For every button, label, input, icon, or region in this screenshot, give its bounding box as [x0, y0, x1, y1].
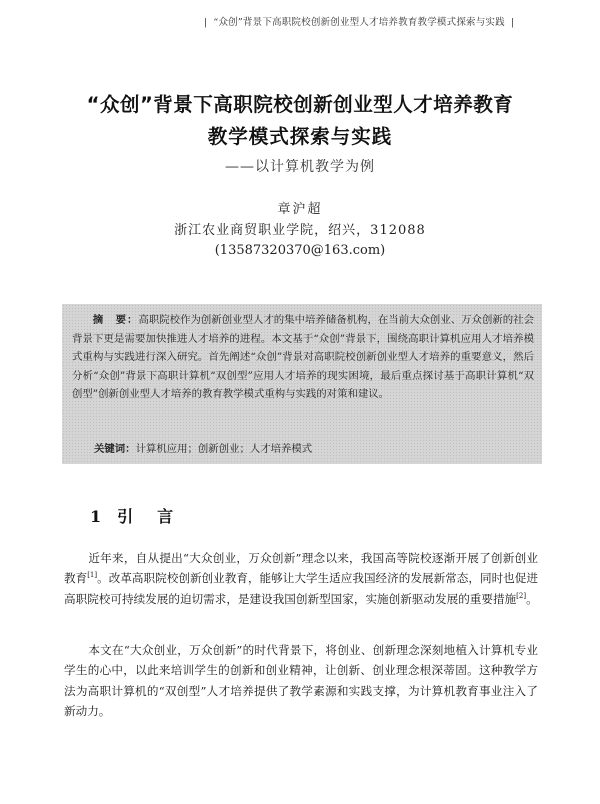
body-paragraph-1: [64, 548, 538, 609]
keywords: [94, 440, 312, 455]
paper-title-line-1: “众创”背景下高职院校创新创业型人才培养教育: [86, 93, 514, 116]
section-number: 1: [90, 507, 104, 526]
paragraph-1-text-c: 。: [526, 591, 538, 606]
author-name: 章沪超: [277, 202, 323, 217]
section-title-part-1: 引: [117, 507, 136, 526]
abstract-text: 高职院校作为创新创业型人才的集中培养储备机构，在当前大众创业、万众创新的社会背景下更是需要加快推进人才培养的进程。本文基于“众创”背景下，围绕高职计算机应用人才培养模式重构与实践进行深入研究。首先阐述“众创”背景对高职院校创新创业型人才培养的重要意义，然后分析“众创”背景下高职计算机“双创型”应用人才培养的现实困境，最后重点探讨基于高职计算机“双创型”创新创业型人才培养的教育教学模式重构与实践的对策和建议。: [72, 314, 534, 401]
section-heading-introduction: [90, 504, 175, 527]
running-header-text: “众创”背景下高职院校创新创业型人才培养教育教学模式探索与实践: [213, 17, 505, 28]
keywords-text: 计算机应用；创新创业；人才培养模式: [135, 443, 313, 455]
author-affiliation: 浙江农业商贸职业学院，绍兴，312088: [174, 223, 426, 238]
citation-ref-2: [2]: [516, 591, 527, 600]
paper-title-line-2: 教学模式探索与实践: [207, 125, 393, 148]
header-bar-left: |: [204, 17, 208, 28]
keywords-label: 关键词：: [94, 443, 136, 455]
running-header: [198, 14, 538, 28]
paper-subtitle: ——以计算机教学为例: [225, 159, 375, 175]
body-paragraph-2: 本文在“大众创业，万众创新”的时代背景下，将创业、创新理念深刻地植入计算机专业学生的心中，以此来培训学生的创新和创业精神，让创新、创业理念根深蒂固。这种教学方法为高职计算机的“双创型”人才培养提供了教学素源和实践支撑，为计算机教育事业注入了新动力。: [64, 643, 538, 719]
paragraph-1-text-b: 。改革高职院校创新创业教育，能够让大学生适应我国经济的发展新常态，同时也促进高职院校可持续发展的迫切需求，是建设我国创新型国家，实施创新驱动发展的重要措施: [64, 571, 538, 606]
citation-ref-1: [1]: [87, 571, 98, 580]
title-block: [0, 92, 600, 176]
section-title-part-2: 言: [157, 507, 176, 526]
header-bar-right: |: [510, 17, 515, 28]
paragraph-1-text-a: 近年来，自从提出“大众创业，万众创新”理念以来，我国高等院校逐渐开展了创新创业教育: [64, 551, 538, 586]
author-email: (13587320370@163.com): [214, 243, 386, 258]
abstract-label: 摘 要：: [92, 314, 139, 326]
